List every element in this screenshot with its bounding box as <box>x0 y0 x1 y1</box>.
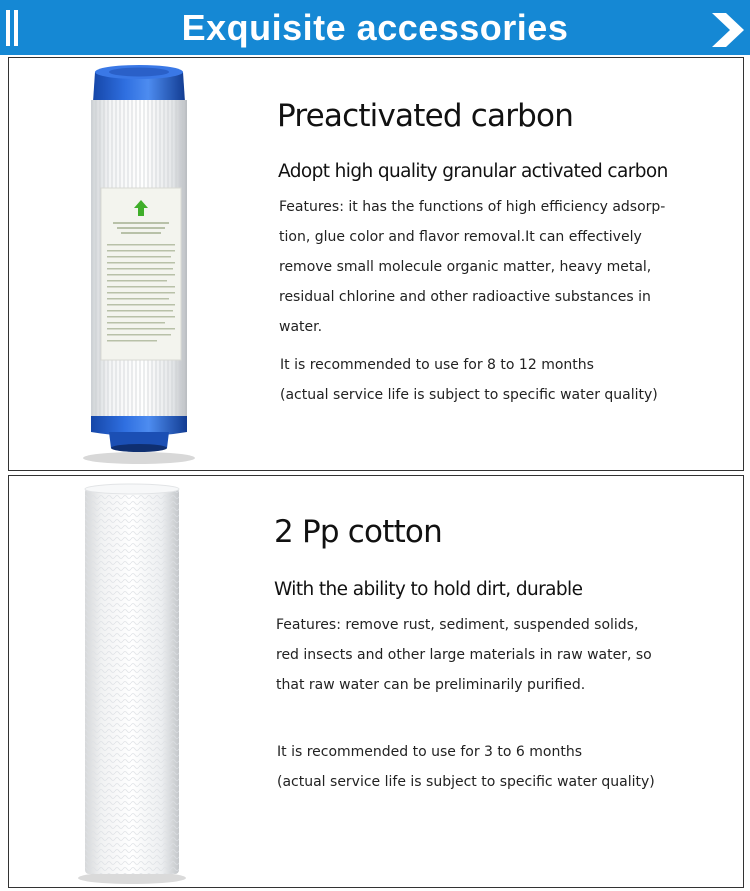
recommendation-text <box>277 737 655 797</box>
pp-cotton-filter-image <box>75 482 189 884</box>
features-line: red insects and other large materials in raw water, so <box>276 647 652 663</box>
recommendation-line: It is recommended to use for 8 to 12 months <box>280 357 594 373</box>
features-line: tion, glue color and flavor removal.It can effectively <box>279 229 642 245</box>
carbon-filter-image <box>79 62 199 464</box>
features-line: residual chlorine and other radioactive substances in <box>279 289 651 305</box>
chevron-right-icon <box>710 13 746 47</box>
section-heading: Preactivated carbon <box>277 98 574 134</box>
product-panel-pp-cotton <box>8 475 744 888</box>
recommendation-line: It is recommended to use for 3 to 6 months <box>277 744 583 760</box>
features-line: Features: it has the functions of high efficiency adsorp- <box>279 199 666 215</box>
features-line: Features: remove rust, sediment, suspended solids, <box>276 617 639 633</box>
product-panel-carbon <box>8 57 744 471</box>
features-text <box>276 610 652 700</box>
section-subheading: Adopt high quality granular activated carbon <box>278 161 668 182</box>
features-text <box>279 192 665 342</box>
section-subheading: With the ability to hold dirt, durable <box>274 579 583 600</box>
recommendation-text <box>280 350 658 410</box>
recommendation-line: (actual service life is subject to specific water quality) <box>277 774 655 790</box>
banner-title: Exquisite accessories <box>181 7 569 48</box>
header-banner <box>0 0 750 55</box>
section-heading: 2 Pp cotton <box>274 514 442 550</box>
features-line: remove small molecule organic matter, heavy metal, <box>279 259 652 275</box>
features-line: water. <box>279 319 323 335</box>
features-line: that raw water can be preliminarily purified. <box>276 677 586 693</box>
recommendation-line: (actual service life is subject to specific water quality) <box>280 387 658 403</box>
